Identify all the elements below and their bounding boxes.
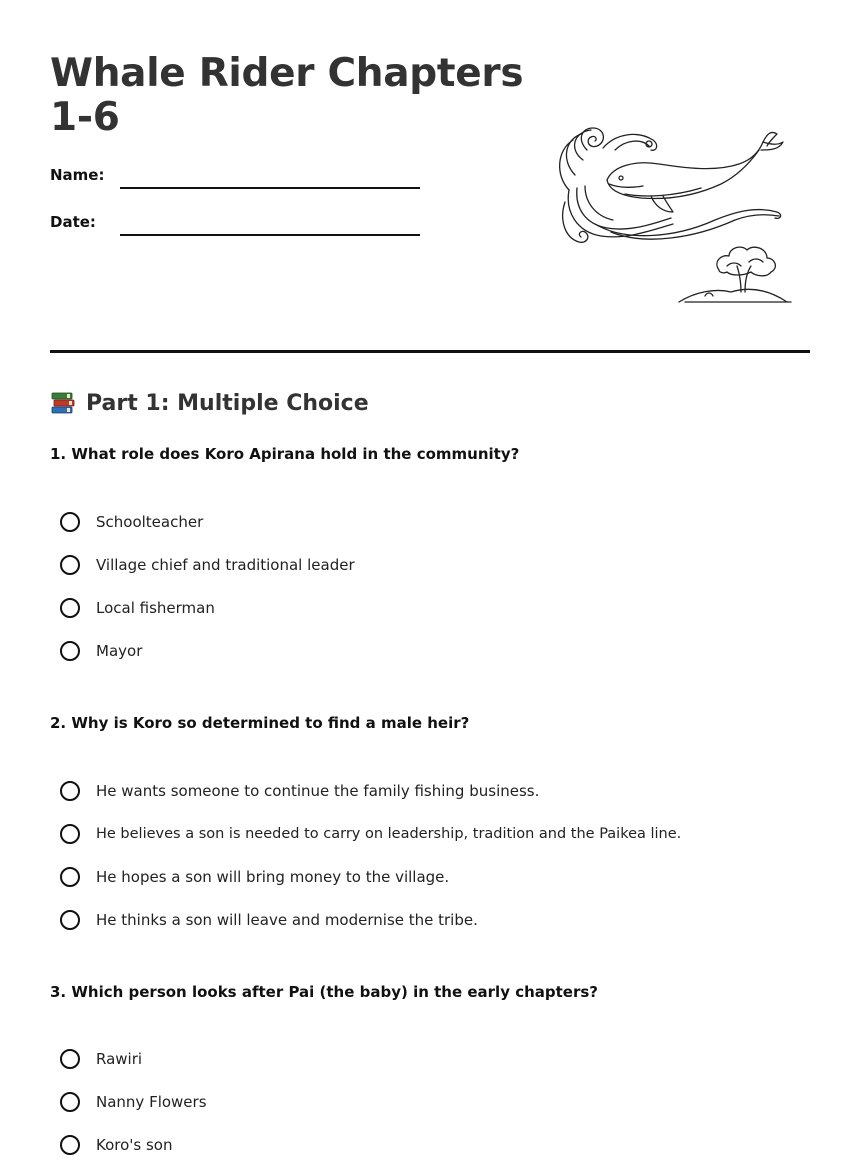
- radio-button[interactable]: [60, 512, 80, 532]
- option-label: Nanny Flowers: [96, 1093, 207, 1111]
- books-icon: [50, 390, 76, 416]
- date-field[interactable]: [120, 234, 420, 236]
- date-label: Date:: [50, 213, 96, 231]
- option-label: He believes a son is needed to carry on leadership, tradition and the Paikea line.: [96, 826, 682, 842]
- radio-button[interactable]: [60, 1049, 80, 1069]
- option-label: He wants someone to continue the family fishing business.: [96, 782, 540, 800]
- radio-button[interactable]: [60, 641, 80, 661]
- radio-button[interactable]: [60, 598, 80, 618]
- radio-button[interactable]: [60, 867, 80, 887]
- option-label: Rawiri: [96, 1050, 143, 1068]
- q2-option-3[interactable]: [60, 865, 449, 889]
- q3-option-1[interactable]: [60, 1047, 142, 1071]
- option-label: He hopes a son will bring money to the village.: [96, 868, 450, 886]
- q3-option-3[interactable]: [60, 1133, 173, 1157]
- name-field[interactable]: [120, 187, 420, 189]
- question-1: 1. What role does Koro Apirana hold in the community?: [50, 445, 520, 463]
- radio-button[interactable]: [60, 824, 80, 844]
- q2-option-4[interactable]: [60, 908, 478, 932]
- section-heading: [50, 390, 369, 416]
- section-title: Part 1: Multiple Choice: [86, 390, 369, 416]
- option-label: He thinks a son will leave and modernise the tribe.: [96, 911, 478, 929]
- header-divider: [50, 350, 810, 353]
- q3-option-2[interactable]: [60, 1090, 207, 1114]
- whale-illustration: [555, 120, 795, 310]
- q2-option-1[interactable]: [60, 779, 539, 803]
- radio-button[interactable]: [60, 1135, 80, 1155]
- q1-option-2[interactable]: [60, 553, 355, 577]
- worksheet-title: Whale Rider Chapters 1-6: [50, 51, 524, 140]
- radio-button[interactable]: [60, 781, 80, 801]
- option-label: Koro's son: [96, 1136, 173, 1154]
- option-label: Schoolteacher: [96, 513, 204, 531]
- option-label: Mayor: [96, 642, 143, 660]
- q1-option-4[interactable]: [60, 639, 142, 663]
- option-label: Village chief and traditional leader: [96, 556, 355, 574]
- question-2: 2. Why is Koro so determined to find a male heir?: [50, 714, 470, 732]
- radio-button[interactable]: [60, 910, 80, 930]
- q1-option-1[interactable]: [60, 510, 203, 534]
- radio-button[interactable]: [60, 1092, 80, 1112]
- radio-button[interactable]: [60, 555, 80, 575]
- option-label: Local fisherman: [96, 599, 215, 617]
- question-3: 3. Which person looks after Pai (the baby) in the early chapters?: [50, 983, 598, 1001]
- q1-option-3[interactable]: [60, 596, 215, 620]
- name-label: Name:: [50, 166, 105, 184]
- q2-option-2[interactable]: [60, 822, 681, 846]
